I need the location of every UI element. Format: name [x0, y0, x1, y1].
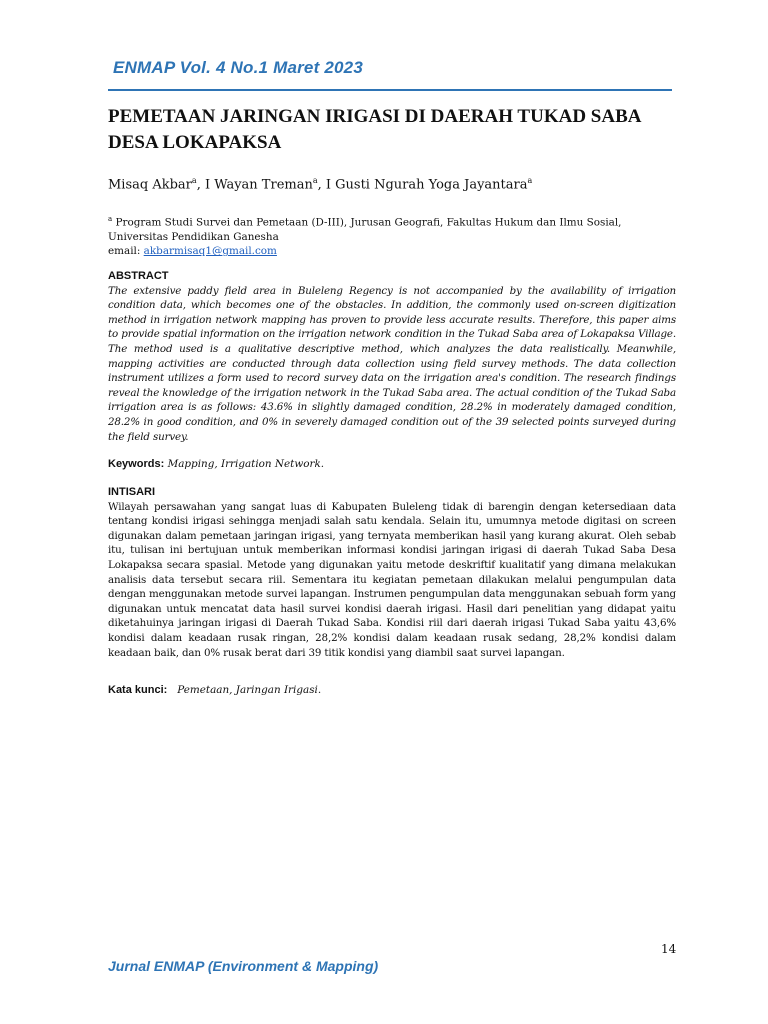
affiliation-line: [108, 212, 678, 244]
author-name: I Gusti Ngurah Yoga Jayantara: [325, 177, 528, 193]
kata-kunci-label: Kata kunci: [108, 684, 164, 696]
email-link[interactable]: akbarmisaq1@gmail.com: [143, 245, 277, 258]
email-line: [108, 244, 678, 259]
author-affiliation-mark: a: [312, 176, 318, 185]
abstract-heading: ABSTRACT: [108, 270, 169, 282]
header-divider: [108, 89, 672, 91]
journal-header: ENMAP Vol. 4 No.1 Maret 2023: [113, 58, 363, 77]
kata-kunci-line: Kata kunci: Pemetaan, Jaringan Irigasi.: [108, 684, 322, 696]
author-affiliation-mark: a: [191, 176, 197, 185]
page-number: 14: [661, 942, 677, 956]
keywords-label: Keywords: [108, 458, 161, 470]
affiliation-block: [108, 212, 678, 259]
author-name: I Wayan Treman: [204, 177, 313, 193]
affiliation-mark: a: [108, 215, 113, 223]
email-label: email:: [108, 245, 141, 258]
author-name: Misaq Akbar: [108, 177, 192, 193]
abstract-section: [108, 269, 676, 444]
abstract-body: The extensive paddy field area in Buleleng Regency is not accompanied by the availability of irrigation condition data, which becomes one of the obstacles. In addition, the commonly used on-screen digitization method in irrigation network mapping has proven to provide less accurate results. Therefore, this paper aims to provide spatial information on the irrigation network condition in the Tukad Saba area of Lokapaksa Village. The method used is a qualitative descriptive method, which analyzes the data realistically. Meanwhile, mapping activities are conducted through data collection using field survey methods. The data collection instrument utilizes a form used to record survey data on the irrigation area's condition. The research findings reveal the knowledge of the irrigation network in the Tukad Saba area. The actual condition of the Tukad Saba irrigation area is as follows: 43.6% in slightly damaged condition, 28.2% in moderately damaged condition, 28.2% in good condition, and 0% in severely damaged condition out of the 39 selected points surveyed during the field survey.: [108, 284, 676, 443]
kata-kunci-text: Pemetaan, Jaringan Irigasi.: [177, 684, 322, 696]
intisari-heading: INTISARI: [108, 486, 156, 498]
paper-title: PEMETAAN JARINGAN IRIGASI DI DAERAH TUKAD SABA DESA LOKAPAKSA: [108, 106, 641, 153]
intisari-body: Wilayah persawahan yang sangat luas di Kabupaten Buleleng tidak di barengin dengan ketersediaan data tentang kondisi irigasi sehingga menjadi salah satu kendala. Selain itu, umumnya metode digitasi on screen digunakan dalam pemetaan jaringan irigasi, yang ternyata memberikan hasil yang kurang akurat. Oleh sebab itu, tulisan ini bertujuan untuk memberikan informasi kondisi jaringan irigasi di daerah Tukad Saba Desa Lokapaksa secara spasial. Metode yang digunakan yaitu metode deskriftif kualitatif yang dimana melakukan analisis data tersebut secara riil. Sementara itu kegiatan pemetaan dilakukan melalui pengumpulan data dengan menggunakan metode survei lapangan. Instrumen pengumpulan data menggunakan sebuah form yang digunakan untuk mencatat data hasil survei kondisi daerah irigasi. Hasil dari penelitian yang didapat yaitu diketahuinya jaringan irigasi di Daerah Tukad Saba. Kondisi riil dari daerah irigasi Tukad Saba yaitu 43,6% kondisi dalam keadaan rusak ringan, 28,2% kondisi dalam keadaan rusak sedang, 28,2% kondisi dalam keadaan baik, dan 0% rusak berat dari 39 titik kondisi yang diambil saat survei lapangan.: [108, 500, 676, 659]
author-list: Misaq Akbar$^a$, I Wayan Treman$^a$, I Gusti Ngurah Yoga Jayantara$^a$: [108, 176, 533, 193]
author-affiliation-mark: a: [527, 176, 533, 185]
intisari-section: [108, 485, 676, 660]
keywords-line: Keywords: Mapping, Irrigation Network.: [108, 458, 325, 470]
journal-footer: Jurnal ENMAP (Environment & Mapping): [108, 958, 379, 974]
keywords-text: Mapping, Irrigation Network.: [167, 458, 325, 470]
affiliation-text: Program Studi Survei dan Pemetaan (D-III), Jurusan Geografi, Fakultas Hukum dan Ilmu Sosial, Universitas Pendidikan Ganesha: [108, 216, 622, 243]
